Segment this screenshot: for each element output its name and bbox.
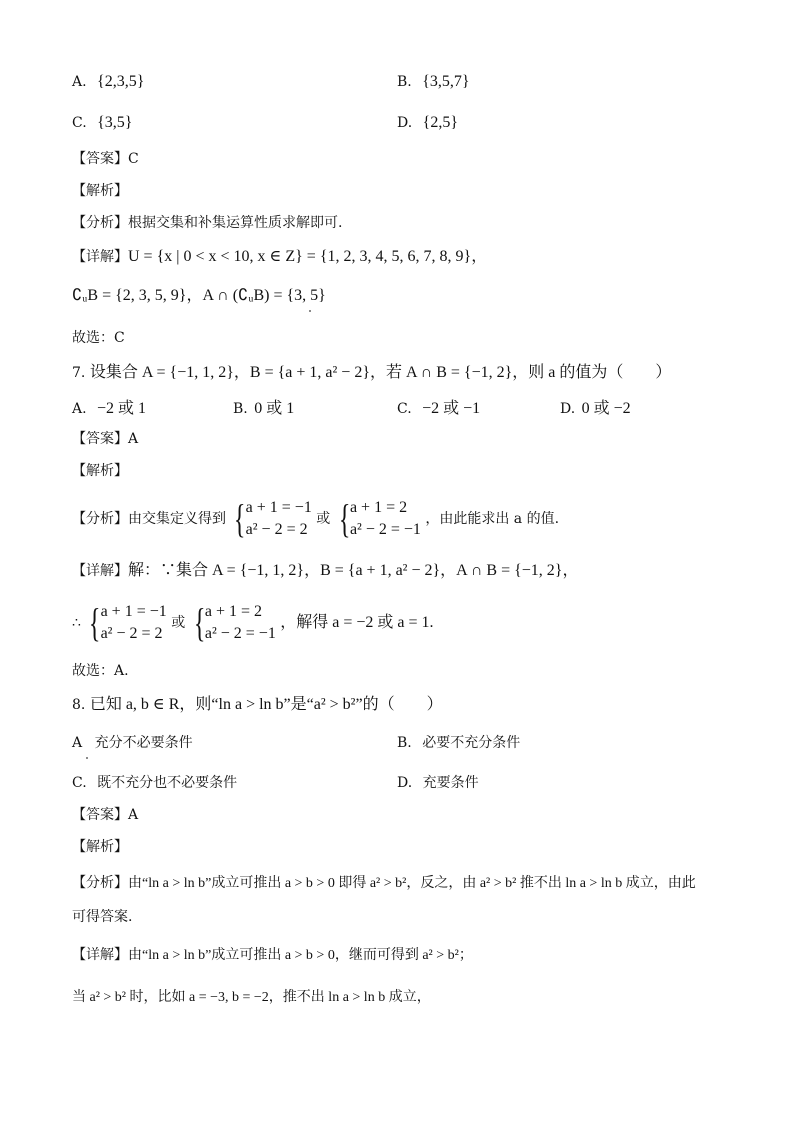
q7-option-a-text: −2 或 1 bbox=[97, 400, 147, 417]
left-brace-icon: { bbox=[89, 600, 101, 645]
q8-detail-line2: 当 a² > b² 时，比如 a = −3, b = −2，推不出 ln a > ln b 成立， bbox=[72, 990, 431, 1005]
q7-fenxi bbox=[72, 494, 559, 544]
q7-option-a bbox=[72, 398, 146, 420]
q6-option-b-letter: B. bbox=[397, 74, 412, 90]
q7-detail-1 bbox=[72, 560, 579, 582]
q6-option-b bbox=[397, 71, 470, 93]
q7-fenxi-label: 【分析】 bbox=[72, 511, 128, 527]
q6-xiangjie-label: 【详解】 bbox=[72, 249, 128, 265]
q7-fenxi-post: ，由此能求出 a 的值. bbox=[425, 511, 560, 527]
q7-fenxi-sys1-row1: a + 1 = −1 bbox=[245, 499, 312, 516]
q7-fenxi-sys1-row2: a² − 2 = 2 bbox=[245, 521, 308, 538]
q7-answer bbox=[72, 428, 138, 450]
q7-option-c bbox=[397, 398, 480, 420]
q8-option-d-text: 充要条件 bbox=[422, 775, 479, 791]
q7-fenxi-system-2 bbox=[335, 497, 421, 541]
q7-stem bbox=[72, 362, 671, 384]
q8-stem bbox=[72, 694, 443, 716]
q7-option-a-letter: A. bbox=[72, 401, 87, 417]
q6-option-a bbox=[72, 71, 144, 93]
q7-answer-value: A bbox=[128, 431, 139, 447]
q7-detail-or: 或 bbox=[171, 615, 186, 631]
q8-stem-text: 已知 a, b ∈ R，则“ln a > ln b”是“a² > b²”的（ ） bbox=[89, 696, 443, 713]
q7-therefore: ∴ bbox=[72, 615, 81, 631]
q7-stem-text: 设集合 A = {−1, 1, 2}，B = {a + 1, a² − 2}，若 A ∩ B = {−1, 2}，则 a 的值为（ ） bbox=[89, 364, 672, 381]
q6-option-a-letter: A. bbox=[72, 74, 87, 90]
q8-detail-line1: 由“ln a > ln b”成立可推出 a > b > 0，继而可得到 a² > b²； bbox=[128, 948, 473, 963]
q7-option-d bbox=[560, 398, 631, 420]
q7-option-c-letter: C. bbox=[397, 401, 412, 417]
q8-option-a-letter: A bbox=[72, 735, 83, 751]
q7-option-b-letter: B. bbox=[233, 401, 248, 417]
q7-detail-line2-post: ，解得 a = −2 或 a = 1. bbox=[280, 614, 434, 631]
q6-detail-line2: ∁ᵤB = {2, 3, 5, 9}，A ∩ (∁ᵤB) = {3, 5} bbox=[72, 287, 326, 304]
q7-option-d-text: 0 或 −2 bbox=[581, 400, 631, 417]
q7-detail-line1: 解：∵集合 A = {−1, 1, 2}，B = {a + 1, a² − 2}，A ∩ B = {−1, 2}， bbox=[128, 562, 579, 579]
q8-stem-num: 8. bbox=[72, 697, 86, 713]
q7-detail-system-2 bbox=[190, 601, 276, 645]
q7-fenxi-or: 或 bbox=[316, 511, 331, 527]
q6-detail-2 bbox=[72, 285, 326, 307]
q7-answer-label: 【答案】 bbox=[72, 431, 128, 447]
q6-option-d bbox=[397, 112, 458, 134]
q8-option-c-letter: C. bbox=[72, 775, 87, 791]
q6-fenxi-label: 【分析】 bbox=[72, 215, 128, 231]
q6-answer bbox=[72, 148, 139, 170]
q6-option-a-text: {2,3,5} bbox=[97, 73, 145, 90]
q6-analysis-label: 【解析】 bbox=[72, 183, 128, 199]
q7-detail-sys1-row1: a + 1 = −1 bbox=[100, 603, 167, 620]
q8-option-b-text: 必要不充分条件 bbox=[422, 735, 521, 751]
q8-fenxi-line1: 由“ln a > ln b”成立可推出 a > b > 0 即得 a² > b²，反之，由 a² > b² 推不出 ln a > ln b 成立，由此 bbox=[128, 876, 696, 891]
q8-option-c bbox=[72, 772, 237, 794]
q6-answer-value: C bbox=[128, 151, 139, 167]
q7-fenxi-system-1 bbox=[230, 497, 311, 541]
q8-detail-1 bbox=[72, 944, 473, 967]
q8-xiangjie-label: 【详解】 bbox=[72, 947, 128, 963]
q8-analysis-label: 【解析】 bbox=[72, 839, 128, 855]
q7-detail-2 bbox=[72, 598, 434, 648]
q6-fenxi bbox=[72, 212, 342, 234]
q7-detail-sys1-row2: a² − 2 = 2 bbox=[100, 625, 163, 642]
q7-analysis-label: 【解析】 bbox=[72, 463, 128, 479]
q6-detail-line1: U = {x | 0 < x < 10, x ∈ Z} = {1, 2, 3, 4, 5, 6, 7, 8, 9}， bbox=[128, 248, 488, 265]
q6-option-d-text: {2,5} bbox=[422, 114, 458, 131]
q7-detail-sys2-row1: a + 1 = 2 bbox=[204, 603, 263, 620]
stray-dot bbox=[86, 757, 88, 759]
q7-option-b-text: 0 或 1 bbox=[254, 400, 295, 417]
q7-stem-num: 7. bbox=[72, 365, 86, 381]
q7-conclusion: 故选：A. bbox=[72, 663, 129, 679]
q7-option-d-letter: D. bbox=[560, 401, 576, 417]
q6-fenxi-text: 根据交集和补集运算性质求解即可. bbox=[128, 215, 343, 231]
stray-dot bbox=[309, 310, 311, 312]
q7-xiangjie-label: 【详解】 bbox=[72, 563, 128, 579]
q6-option-b-text: {3,5,7} bbox=[422, 73, 470, 90]
q7-option-b bbox=[233, 398, 294, 420]
q8-fenxi-label: 【分析】 bbox=[72, 875, 128, 891]
q6-option-c-letter: C. bbox=[72, 115, 87, 131]
q8-fenxi-2: 可得答案. bbox=[72, 909, 133, 925]
q8-option-d bbox=[397, 772, 479, 794]
left-brace-icon: { bbox=[193, 600, 206, 645]
q8-answer-value: A bbox=[128, 807, 139, 823]
q6-detail-1 bbox=[72, 246, 487, 268]
q8-option-c-text: 既不充分也不必要条件 bbox=[97, 775, 238, 791]
q7-option-c-text: −2 或 −1 bbox=[422, 400, 481, 417]
q8-detail-2 bbox=[72, 986, 431, 1009]
q6-conclusion: 故选：C bbox=[72, 330, 125, 346]
q8-option-b bbox=[397, 732, 520, 754]
q6-option-c bbox=[72, 112, 132, 134]
q8-fenxi-1 bbox=[72, 872, 696, 895]
q7-detail-sys2-row2: a² − 2 = −1 bbox=[204, 625, 276, 642]
left-brace-icon: { bbox=[234, 496, 246, 541]
q6-answer-label: 【答案】 bbox=[72, 151, 128, 167]
q8-answer-label: 【答案】 bbox=[72, 807, 128, 823]
left-brace-icon: { bbox=[338, 496, 351, 541]
q8-option-d-letter: D. bbox=[397, 775, 413, 791]
q8-option-b-letter: B. bbox=[397, 735, 412, 751]
q7-fenxi-pre: 由交集定义得到 bbox=[128, 511, 226, 527]
q7-fenxi-sys2-row2: a² − 2 = −1 bbox=[349, 521, 421, 538]
q8-answer bbox=[72, 804, 138, 826]
q7-fenxi-sys2-row1: a + 1 = 2 bbox=[349, 499, 408, 516]
q6-option-d-letter: D. bbox=[397, 115, 413, 131]
q7-detail-system-1 bbox=[85, 601, 166, 645]
q8-option-a bbox=[72, 732, 193, 754]
q6-option-c-text: {3,5} bbox=[97, 114, 133, 131]
q8-option-a-text: 充分不必要条件 bbox=[94, 735, 193, 751]
